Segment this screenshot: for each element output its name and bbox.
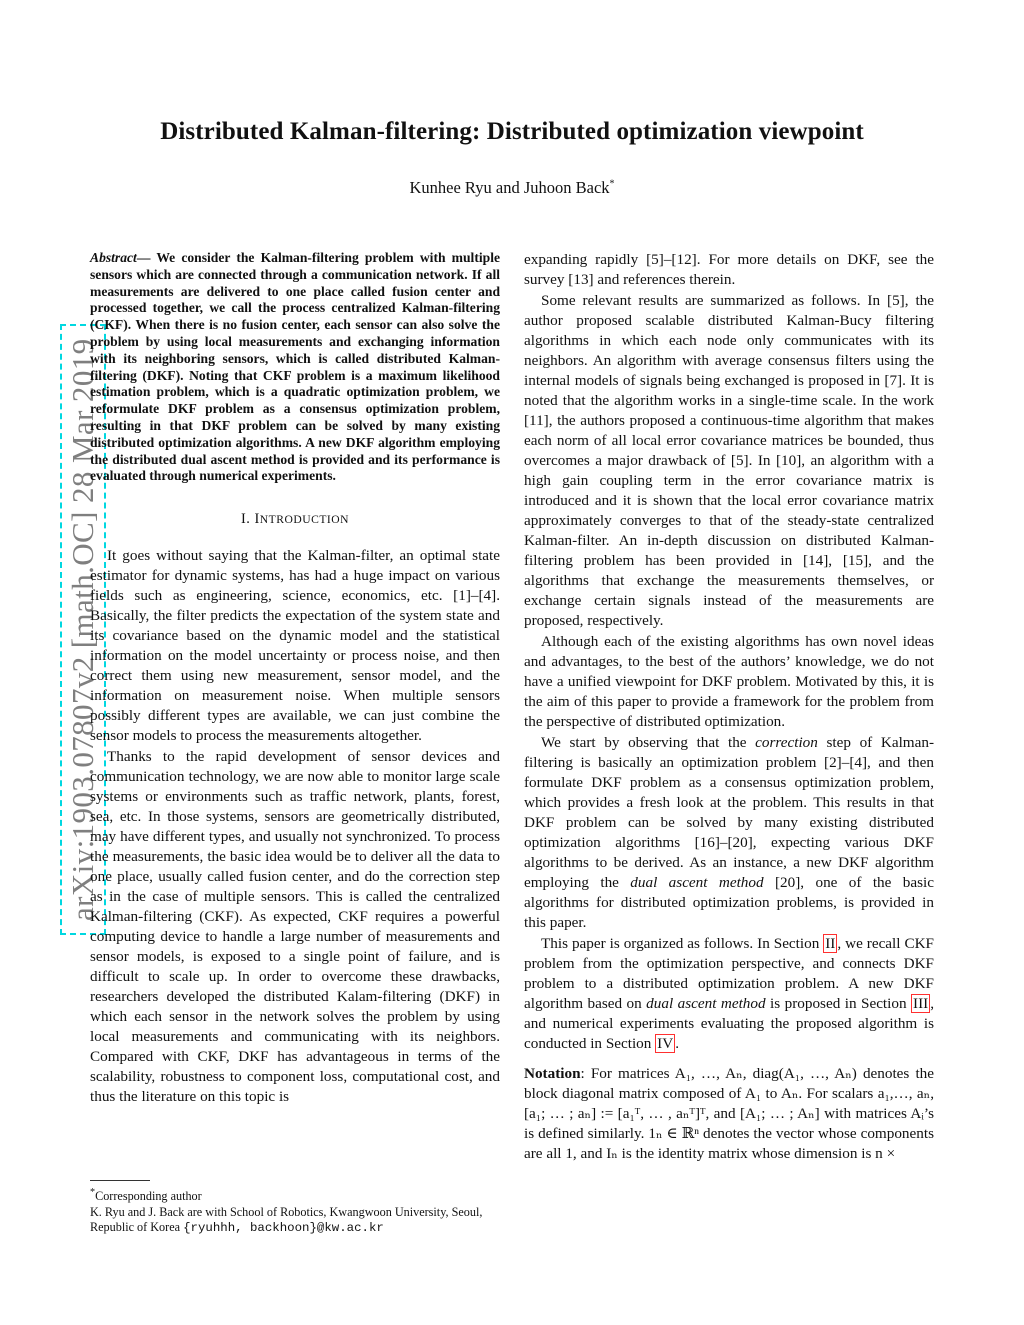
heading-initial: I — [254, 511, 260, 528]
intro-paragraph-1: It goes without saying that the Kalman-filter, an optimal state estimator for dynamic systems, has had a huge impact on various fields such as engineering, science, economics, etc. [1]–[4]. Basically, the filter predicts the expectation of the system state and its covariance based on the dynamic model and the statistical information on the model uncertainty or process noise, and then correct them using new measurement, sensor model, and the information on measurement noise. When multiple sensors possibly different types are available, we can just combine the sensor models to process the measurements altogether. — [90, 547, 500, 745]
abstract-dash: — — [136, 250, 151, 265]
corresponding-marker: * — [609, 178, 615, 190]
footnotes — [90, 1168, 500, 1237]
p3-text-c: [20], one of the basic algorithms for distributed optimization problems, is provided in this paper. — [524, 874, 934, 931]
abstract — [90, 250, 500, 485]
notation-paragraph — [524, 1064, 934, 1164]
intro-paragraph-2: Thanks to the rapid development of sensor devices and communication technology, we are now able to monitor large scale systems or environments such as traffic network, plants, forest, sea, etc. In those systems, sensors are geometrically distributed, may have different types, and usually not synchronized. To process the measurements, the basic idea would be to deliver all the data to one place, usually called fusion center, and do the correction step as in the case of multiple sensors. This is called the centralized Kalman-filtering (CKF). As expected, CKF requires a powerful computing device to handle a large number of measurements and sensor models, is exposed to a single point of failure, and is difficult to scale up. In order to overcome these drawbacks, researchers developed the distributed Kalam-filtering (DKF) in which each sensor in the network solves the problem by using local measurements and communicating with its neighbors. Compared with CKF, DKF has advantageous in terms of the scalability, robustness to component loss, computational cost, and thus the literature on this topic is — [90, 748, 500, 1106]
abstract-text: We consider the Kalman-filtering problem with multiple sensors which are connected through a communication network. If all measurements are delivered to one place called fusion center and processed together, we call the process centralized Kalman-filtering (CKF). When there is no fusion center, each sensor can also solve the problem by using local measurements and exchanging information with its neighboring sensors, which is called distributed Kalman-filtering (DKF). Noting that CKF problem is a maximum likelihood estimation problem, which is a quadratic optimization problem, we reformulate DKF problem as a consensus optimization problem, resulting in that DKF problem can be solved by many existing distributed optimization algorithms. A new DKF algorithm employing the distributed dual ascent method is provided and its performance is evaluated through numerical experiments. — [90, 250, 501, 484]
footnote-marker: * — [90, 1187, 96, 1198]
paper-title: Distributed Kalman-filtering: Distributed optimization viewpoint — [160, 118, 864, 145]
p4-text-c: is proposed in Section — [765, 995, 912, 1012]
p3-text-b: step of Kalman-filtering is basically an optimization problem [2]–[4], and then formulate DKF problem as a consensus optimization problem, which provides a fresh look at the problem. This results in that DKF problem can be solved by many existing distributed optimization algorithms [16]–[20], expecting various DKF algorithms to be derived. As an instance, a new DKF algorithm employing the — [524, 734, 934, 891]
right-paragraph-4 — [524, 934, 934, 1054]
p4-text-a: This paper is organized as follows. In Section — [541, 935, 824, 952]
right-paragraph-2: Although each of the existing algorithms has own novel ideas and advantages, to the best of the authors’ knowledge, we do not have a unified viewpoint for DKF problem. Motivated by this, it is the aim of this paper to provide a framework for the problem from the perspective of distributed optimization. — [524, 633, 934, 730]
notation-text: : For matrices A₁, …, Aₙ, diag(A₁, …, Aₙ) denotes the block diagonal matrix composed of A₁ to Aₙ. For scalars a₁,…, aₙ, [a₁; … ; aₙ] := [a₁ᵀ, … , aₙᵀ]ᵀ, and [A₁; … ; Aₙ] with matrices Aᵢ’s is defined similarly. 1ₙ ∈ ℝⁿ denotes the vector whose components are all 1, and Iₙ is the identity matrix whose dimension is n × — [524, 1065, 934, 1162]
right-column — [524, 250, 934, 1165]
footnote-corresponding — [90, 1185, 500, 1205]
authors: Kunhee Ryu and Juhoon Back — [409, 178, 610, 197]
right-paragraph-1: Some relevant results are summarized as follows. In [5], the author proposed scalable distributed Kalman-Bucy filtering algorithms in which each node only communicates with its neighbors. An algorithm with average consensus filters using the internal models of signals being exchanged is proposed in [7]. It is noted that the algorithm works in a single-time scale. In the work [11], the authors proposed a continuous-time algorithm that makes each norm of all local error covariance matrices be bounded, thus overcomes a major drawback of [5]. In [10], an algorithm with a high gain coupling term in the error covariance matrix is introduced and it is shown that the local error covariance matrix approximately converges to that of the steady-state centralized Kalman-filter. An in-depth discussion on distributed Kalman-filtering problem has been provided in [14], [15], and the algorithms that exchange the measurements themselves, or exchange certain signals instead of the measurements are proposed, respectively. — [524, 292, 934, 629]
heading-rest: NTRODUCTION — [259, 513, 350, 527]
author-emails: {ryuhhh, backhoon}@kw.ac.kr — [183, 1221, 384, 1236]
right-paragraph-3 — [524, 733, 934, 933]
p4-text-e: . — [675, 1035, 679, 1052]
section-ref-link-II[interactable]: II — [825, 935, 836, 952]
p4-text-d: , and numerical experiments evaluating the proposed algorithm is conducted in Section — [524, 995, 934, 1052]
footnote-rule — [90, 1180, 150, 1181]
p3-text-a: We start by observing that the — [541, 734, 756, 751]
p4-emphasis-dual-ascent: dual ascent method — [646, 995, 766, 1012]
left-column — [90, 250, 500, 1108]
affiliation-text: K. Ryu and J. Back are with School of Robotics, Kwangwoon University, Seoul, Republic of Korea — [90, 1204, 483, 1235]
p4-text-b: , we recall CKF problem from the optimization perspective, and connects DKF problem to a distributed optimization problem. A new DKF algorithm based on — [524, 935, 934, 1012]
p3-emphasis-correction: correction — [755, 734, 818, 751]
section-ref-link-IV[interactable]: IV — [657, 1035, 674, 1052]
footnote-corresponding-text: Corresponding author — [95, 1189, 202, 1204]
p3-emphasis-dual-ascent: dual ascent method — [630, 874, 764, 891]
right-paragraph-0: expanding rapidly [5]–[12]. For more details on DKF, see the survey [13] and references therein. — [524, 251, 934, 288]
section-heading-introduction — [90, 509, 500, 530]
abstract-label: Abstract — [90, 250, 137, 265]
arxiv-identifier-stamp: arXiv:1903.07807v2 [math.OC] 28 Mar 2019 — [60, 324, 106, 935]
section-ref-link-III[interactable]: III — [913, 995, 929, 1012]
footnote-affiliation — [90, 1205, 500, 1237]
section-numeral: I. — [240, 511, 251, 528]
notation-label: Notation — [524, 1065, 581, 1082]
author-line — [0, 178, 1024, 198]
